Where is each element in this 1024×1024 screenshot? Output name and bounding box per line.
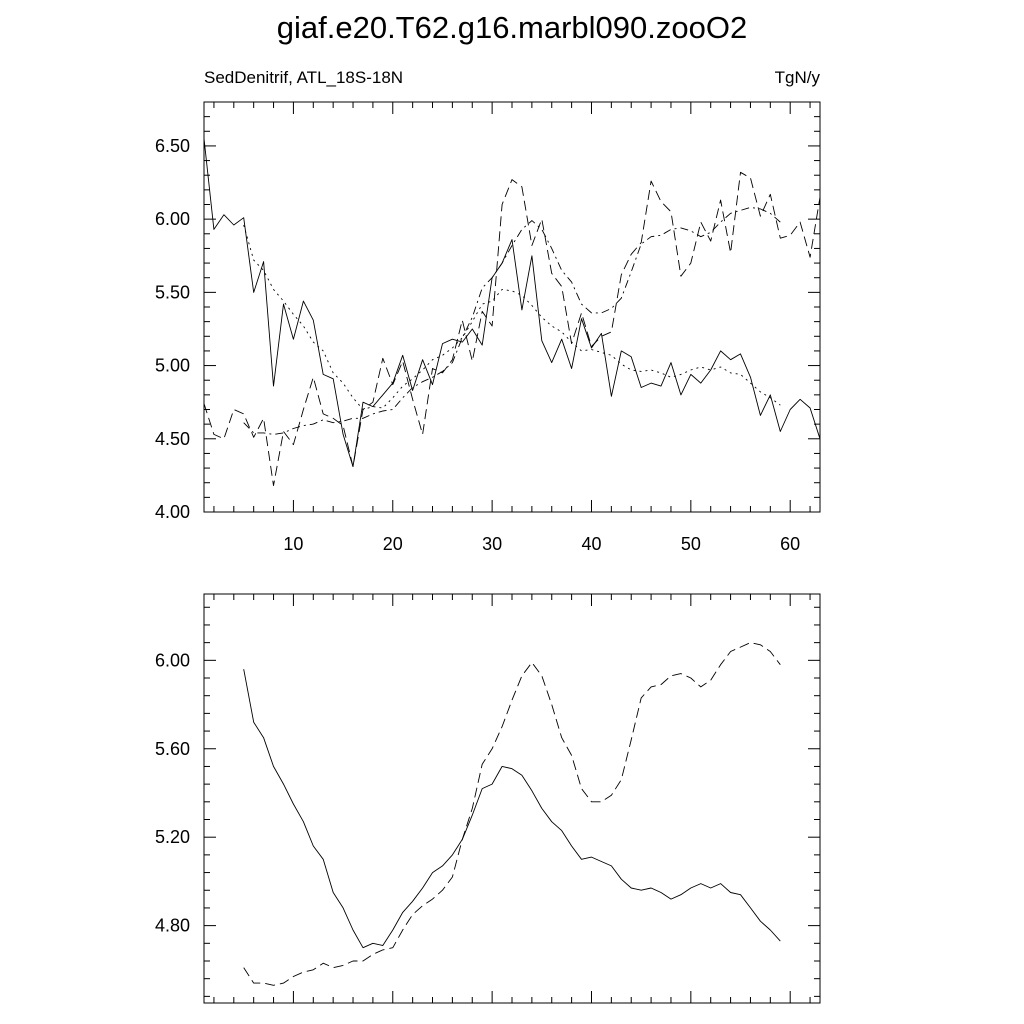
panel0-y-tick-label: 4.00 <box>154 502 190 522</box>
panel0-x-tick-label: 40 <box>581 534 602 554</box>
panel0-x-tick-label: 60 <box>780 534 801 554</box>
panel1-y-tick-label: 5.60 <box>154 738 190 759</box>
panel1-series-solid-line <box>244 669 781 948</box>
figure-title: giaf.e20.T62.g16.marbl090.zooO2 <box>276 10 748 45</box>
panel0-y-tick-label: 4.50 <box>154 428 190 449</box>
panel0-series-solid-line <box>204 139 820 467</box>
panel0-x-tick-label: 50 <box>680 534 701 554</box>
panel1-y-tick-label: 6.00 <box>154 650 190 671</box>
top-panel <box>155 102 820 554</box>
panel1-y-tick-label: 4.80 <box>154 915 190 936</box>
panel1-series-dashed-line <box>244 643 781 986</box>
panel0-x-tick-label: 10 <box>283 534 304 554</box>
panel0-frame <box>204 102 820 512</box>
right-subtitle: TgN/y <box>774 68 820 87</box>
panel0-y-tick-label: 6.50 <box>154 135 190 156</box>
left-subtitle: SedDenitrif, ATL_18S-18N <box>204 68 404 87</box>
panel1-y-tick-label: 5.20 <box>154 827 190 848</box>
bottom-panel <box>155 594 820 1003</box>
panel0-y-tick-label: 6.00 <box>154 209 190 230</box>
panel0-x-tick-label: 30 <box>482 534 503 554</box>
panel0-x-tick-label: 20 <box>382 534 403 554</box>
panel0-y-tick-label: 5.00 <box>154 355 190 376</box>
panel0-y-tick-label: 5.50 <box>154 282 190 303</box>
